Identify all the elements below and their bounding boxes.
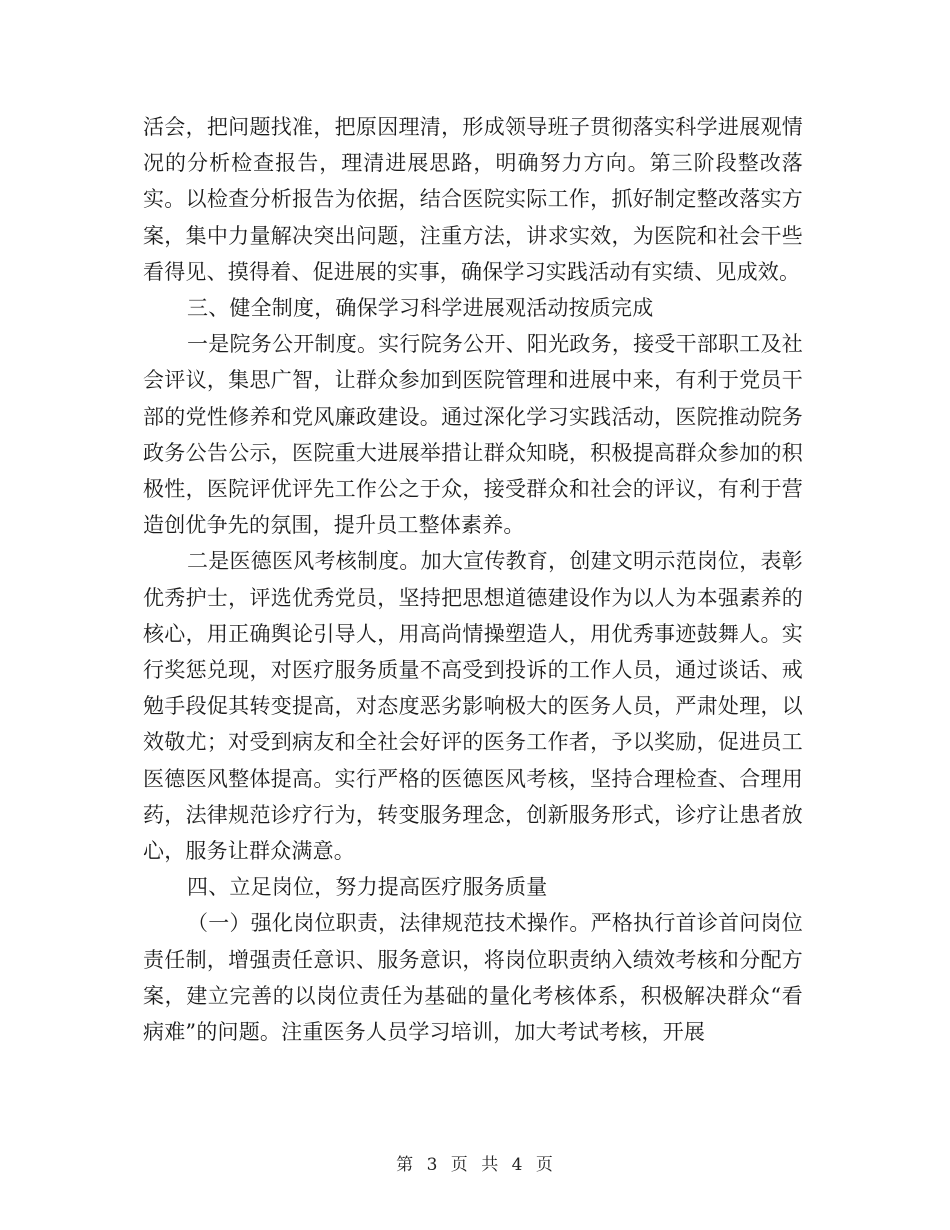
footer-prefix: 第 xyxy=(396,1155,415,1175)
page-footer xyxy=(0,1150,950,1175)
paragraph-continuation: 活会，把问题找准，把原因理清，形成领导班子贯彻落实科学进展观情况的分析检查报告，理清进展思路，明确努力方向。第三阶段整改落实。以检查分析报告为依据，结合医院实际工作，抓好制定整改落实方案，集中力量解决突出问题，注重方法，讲求实效，为医院和社会干些看得见、摸得着、促进展的实事，确保学习实践活动有实绩、见成效。 xyxy=(143,115,803,284)
footer-current-page: 3 xyxy=(426,1155,439,1175)
footer-total-pages: 4 xyxy=(511,1155,524,1175)
document-body xyxy=(143,109,803,1050)
footer-total-label: 页 xyxy=(535,1155,554,1175)
section-heading-4: 四、立足岗位，努力提高医疗服务质量 xyxy=(187,875,548,900)
section-heading-3: 三、健全制度，确保学习科学进展观活动按质完成 xyxy=(187,296,654,321)
footer-total-prefix: 共 xyxy=(481,1155,500,1175)
paragraph-disclosure-system: 一是院务公开制度。实行院务公开、阳光政务，接受干部职工及社会评议，集思广智，让群众参加到医院管理和进展中来，有利于党员干部的党性修养和党风廉政建设。通过深化学习实践活动，医院推动院务政务公告公示，医院重大进展举措让群众知晓，积极提高群众参加的积极性，医院评优评先工作公之于众，接受群众和社会的评议，有利于营造创优争先的氛围，提升员工整体素养。 xyxy=(143,332,803,538)
paragraph-ethics-assessment: 二是医德医风考核制度。加大宣传教育，创建文明示范岗位，表彰优秀护士，评选优秀党员，坚持把思想道德建设作为以人为本强素养的核心，用正确舆论引导人，用高尚情操塑造人，用优秀事迹鼓舞人。实行奖惩兑现，对医疗服务质量不高受到投诉的工作人员，通过谈话、戒勉手段促其转变提高，对态度恶劣影响极大的医务人员，严肃处理，以效敬尤；对受到病友和全社会好评的医务工作者，予以奖励，促进员工医德医风整体提高。实行严格的医德医风考核，坚持合理检查、合理用药，法律规范诊疗行为，转变服务理念，创新服务形式，诊疗让患者放心，服务让群众满意。 xyxy=(143,549,803,864)
footer-page-label: 页 xyxy=(450,1155,469,1175)
paragraph-post-responsibility: （一）强化岗位职责，法律规范技术操作。严格执行首诊首问岗位责任制，增强责任意识、服务意识，将岗位职责纳入绩效考核和分配方案，建立完善的以岗位责任为基础的量化考核体系，积极解决群众“看病难”的问题。注重医务人员学习培训，加大考试考核，开展 xyxy=(143,911,803,1045)
